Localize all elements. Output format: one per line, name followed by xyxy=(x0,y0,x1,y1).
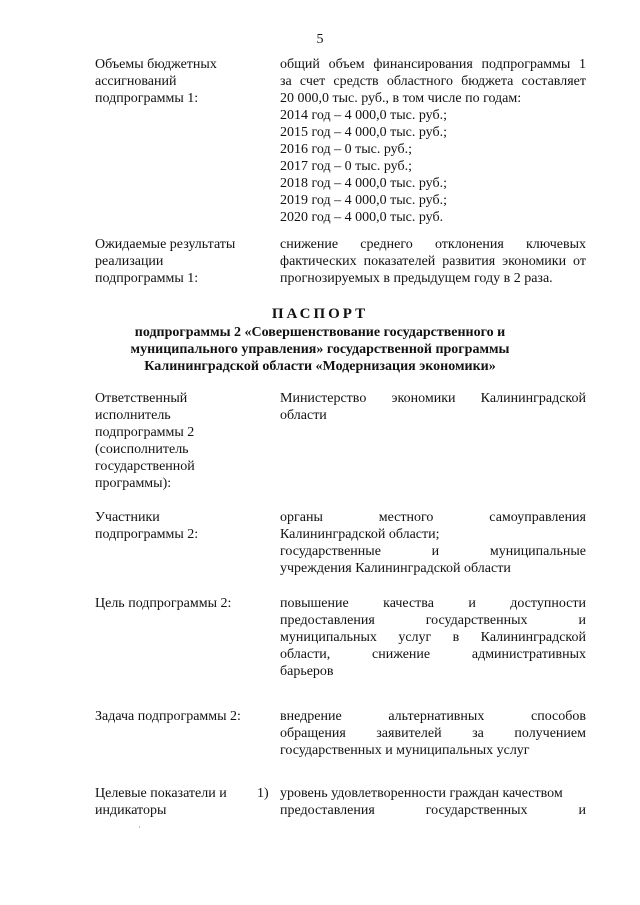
budget-intro-line: за счет средств областного бюджета составляет xyxy=(280,74,586,89)
participants-value-line: Калининградской области; xyxy=(280,527,440,542)
indicator-number: 1) xyxy=(257,786,269,801)
passport-subtitle-line: муниципального управления» государственной программы xyxy=(130,342,510,357)
passport-subtitle xyxy=(60,324,580,375)
responsible-value-line: Министерство экономики Калининградской xyxy=(280,391,586,406)
task-value-line: внедрение альтернативных способов xyxy=(280,709,586,724)
passport-subtitle-line: подпрограммы 2 «Совершенствование государственного и xyxy=(134,325,506,340)
participants-value-line: органы местного самоуправления xyxy=(280,510,586,525)
results-value-line: фактических показателей развития экономики от xyxy=(280,254,586,269)
scan-mark: · xyxy=(138,822,141,832)
task-value-line: государственных и муниципальных услуг xyxy=(280,743,530,758)
participants-label-line: подпрограммы 2: xyxy=(95,527,199,542)
task-value xyxy=(280,708,586,759)
participants-value xyxy=(280,509,586,577)
passport-title: ПАСПОРТ xyxy=(271,306,369,322)
budget-label-line: подпрограммы 1: xyxy=(95,91,199,106)
participants-label-line: Участники xyxy=(95,510,160,525)
page-number: 5 xyxy=(316,32,324,47)
budget-intro-line: общий объем финансирования подпрограммы 1 xyxy=(280,57,586,72)
results-label-line: Ожидаемые результаты xyxy=(95,237,236,252)
responsible-value-line: области xyxy=(280,408,327,423)
budget-year-line: 2020 год – 4 000,0 тыс. руб. xyxy=(280,210,444,225)
budget-label-line: ассигнований xyxy=(95,74,177,89)
indicators-label-line: индикаторы xyxy=(95,803,167,818)
responsible-label-line: (соисполнитель xyxy=(95,442,189,457)
budget-year-line: 2017 год – 0 тыс. руб.; xyxy=(280,159,412,174)
results-value xyxy=(280,236,586,287)
goal-value-line: муниципальных услуг в Калининградской xyxy=(280,630,586,645)
budget-year-line: 2016 год – 0 тыс. руб.; xyxy=(280,142,412,157)
responsible-label-line: Ответственный xyxy=(95,391,188,406)
responsible-label-line: программы): xyxy=(95,476,172,491)
task-label-line: Задача подпрограммы 2: xyxy=(95,709,241,724)
budget-year-line: 2019 год – 4 000,0 тыс. руб.; xyxy=(280,193,447,208)
passport-subtitle-line: Калининградской области «Модернизация экономики» xyxy=(144,359,496,374)
results-value-line: снижение среднего отклонения ключевых xyxy=(280,237,586,252)
responsible-label-line: подпрограммы 2 xyxy=(95,425,195,440)
participants-value-line: учреждения Калининградской области xyxy=(280,561,511,576)
goal-value-line: области, снижение административных xyxy=(280,647,586,662)
goal-label-line: Цель подпрограммы 2: xyxy=(95,596,232,611)
task-label xyxy=(95,708,275,725)
participants-label xyxy=(95,509,275,543)
indicators-label-line: Целевые показатели и xyxy=(95,786,227,801)
budget-year-line: 2014 год – 4 000,0 тыс. руб.; xyxy=(280,108,447,123)
budget-year-line: 2015 год – 4 000,0 тыс. руб.; xyxy=(280,125,447,140)
responsible-value xyxy=(280,390,586,424)
budget-year-line: 2018 год – 4 000,0 тыс. руб.; xyxy=(280,176,447,191)
participants-value-line: государственные и муниципальные xyxy=(280,544,586,559)
indicators-value xyxy=(280,785,586,819)
responsible-label xyxy=(95,390,275,492)
budget-value xyxy=(280,56,586,226)
goal-label xyxy=(95,595,275,612)
indicators-value-line: уровень удовлетворенности граждан качеством xyxy=(280,786,563,801)
goal-value-line: предоставления государственных и xyxy=(280,613,586,628)
results-label xyxy=(95,236,275,287)
results-label-line: подпрограммы 1: xyxy=(95,271,199,286)
responsible-label-line: государственной xyxy=(95,459,195,474)
indicators-value-line: предоставления государственных и xyxy=(280,803,586,818)
budget-label xyxy=(95,56,275,107)
indicators-label xyxy=(95,785,275,819)
goal-value xyxy=(280,595,586,680)
goal-value-line: барьеров xyxy=(280,664,334,679)
responsible-label-line: исполнитель xyxy=(95,408,171,423)
budget-intro-line: 20 000,0 тыс. руб., в том числе по годам: xyxy=(280,91,522,106)
task-value-line: обращения заявителей за получением xyxy=(280,726,586,741)
results-value-line: прогнозируемых в предыдущем году в 2 раза. xyxy=(280,271,553,286)
budget-label-line: Объемы бюджетных xyxy=(95,57,217,72)
results-label-line: реализации xyxy=(95,254,164,269)
goal-value-line: повышение качества и доступности xyxy=(280,596,586,611)
